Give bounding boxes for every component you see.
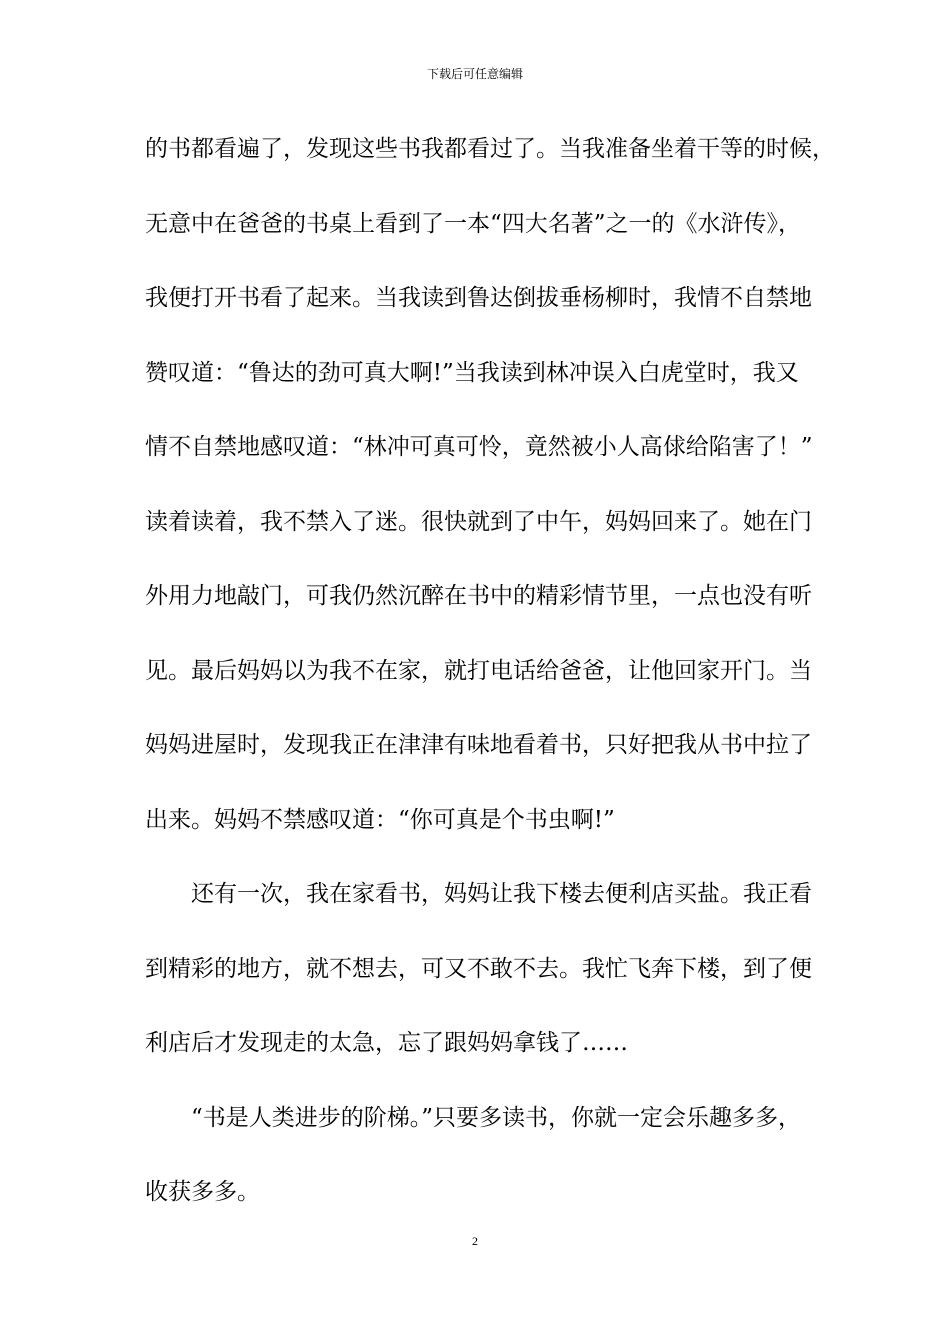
text-line: 妈妈进屋时，发现我正在津津有味地看着书，只好把我从书中拉了 [145,732,812,758]
text-line: 出来。妈妈不禁感叹道：“你可真是个书虫啊!” [145,806,615,833]
text-line: 我便打开书看了起来。当我读到鲁达倒拔垂杨柳时，我情不自禁地 [145,285,812,311]
text-line: 读着读着，我不禁入了迷。很快就到了中午，妈妈回来了。她在门 [145,508,812,535]
document-body [145,129,835,1247]
text-line: 无意中在爸爸的书桌上看到了一本“四大名著”之一的《水浒传》， [145,210,802,237]
text-line: 的书都看遍了，发现这些书我都看过了。当我准备坐着干等的时候， [145,136,835,162]
text-line: 利店后才发现走的太急，忘了跟妈妈拿钱了…… [145,1030,628,1056]
text-line: 外用力地敲门，可我仍然沉醉在书中的精彩情节里，一点也没有听 [145,583,812,609]
text-line: 收获多多。 [145,1179,260,1205]
text-line: 赞叹道：“鲁达的劲可真大啊!”当我读到林冲误入白虎堂时，我又 [145,359,799,386]
paragraph-start-line: 还有一次，我在家看书，妈妈让我下楼去便利店买盐。我正看 [191,881,812,907]
page-number: 2 [472,1234,478,1248]
paragraph-start-line: “书是人类进步的阶梯。”只要多读书，你就一定会乐趣多多， [191,1104,802,1131]
text-line: 见。最后妈妈以为我不在家，就打电话给爸爸，让他回家开门。当 [145,657,812,684]
text-line: 到精彩的地方，就不想去，可又不敢不去。我忙飞奔下楼，到了便 [145,955,812,982]
page-header: 下载后可任意编辑 [426,67,523,81]
text-line: 情不自禁地感叹道：“林冲可真可怜，竟然被小人高俅给陷害了！” [145,434,813,460]
